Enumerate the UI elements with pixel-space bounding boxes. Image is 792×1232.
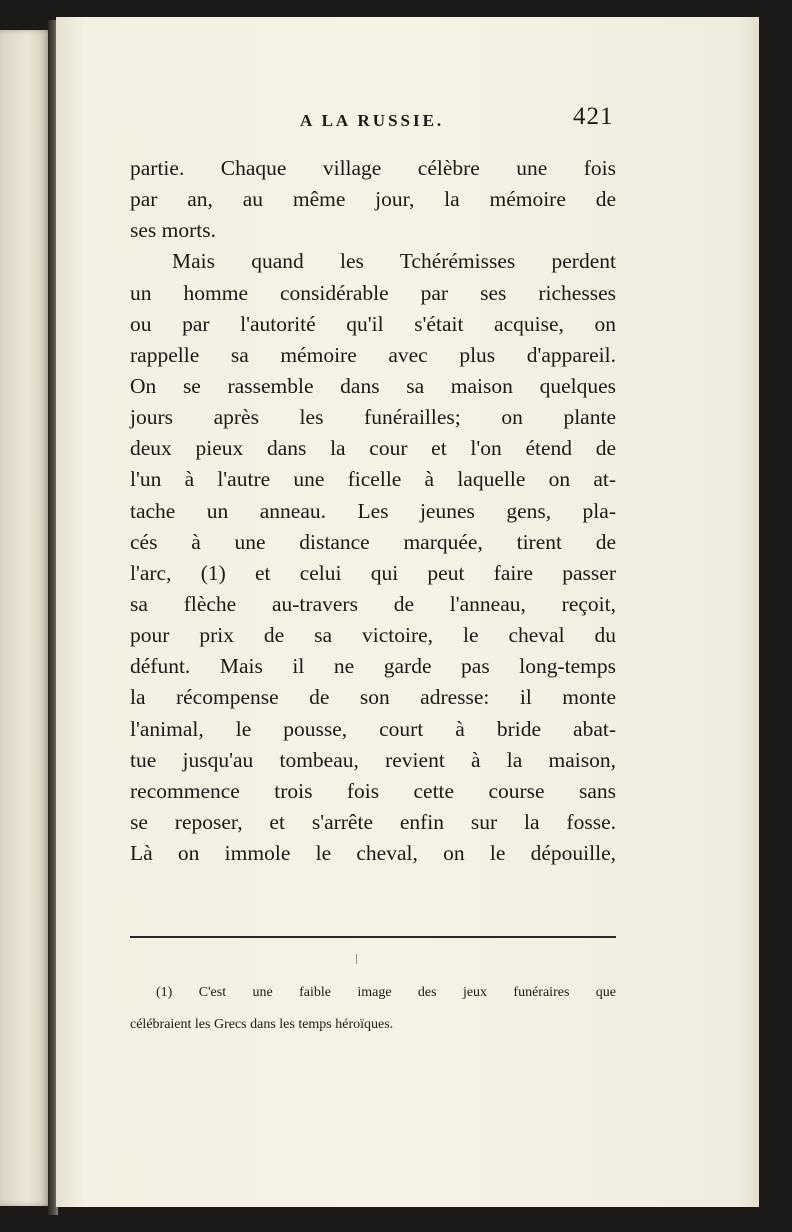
text-line: défunt. Mais il ne garde pas long-temps: [130, 654, 616, 679]
text-line: On se rassemble dans sa maison quelques: [130, 373, 616, 398]
text-line: la récompense de son adresse: il monte: [130, 685, 616, 710]
text-line: l'animal, le pousse, court à bride abat-: [130, 716, 616, 741]
footnote-rule: [130, 936, 616, 938]
text-line: recommence trois fois cette course sans: [130, 778, 616, 803]
text-line: l'un à l'autre une ficelle à laquelle on at-: [130, 467, 616, 492]
text-line: pour prix de sa victoire, le cheval du: [130, 623, 616, 648]
text-line: Mais quand les Tchérémisses perdent: [172, 249, 616, 274]
footnote-line: célébraient les Grecs dans les temps héroïques.: [130, 1017, 394, 1032]
text-line: ses morts.: [130, 218, 216, 243]
text-line: l'arc, (1) et celui qui peut faire passer: [130, 560, 616, 585]
text-line: deux pieux dans la cour et l'on étend de: [130, 436, 616, 461]
text-line: se reposer, et s'arrête enfin sur la fosse.: [130, 809, 616, 834]
text-line: jours après les funérailles; on plante: [130, 405, 616, 430]
running-head: A LA RUSSIE.: [300, 111, 445, 130]
body-text: [130, 153, 616, 869]
text-line: cés à une distance marquée, tirent de: [130, 529, 616, 554]
text-line: tue jusqu'au tombeau, revient à la maison,: [130, 747, 616, 772]
book-page: [56, 17, 759, 1207]
text-line: un homme considérable par ses richesses: [130, 280, 616, 305]
text-line: Là on immole le cheval, on le dépouille,: [130, 841, 616, 866]
facing-page-edge: [0, 30, 50, 1206]
page-header: [56, 103, 759, 143]
footnote: [130, 977, 616, 1041]
text-line: partie. Chaque village célèbre une fois: [130, 156, 616, 180]
text-line: rappelle sa mémoire avec plus d'appareil.: [130, 342, 616, 367]
footnote-line: (1) C'est une faible image des jeux funéraires que: [156, 985, 616, 1000]
text-line: par an, au même jour, la mémoire de: [130, 187, 616, 212]
page-number: 421: [573, 103, 614, 130]
text-line: ou par l'autorité qu'il s'était acquise, on: [130, 311, 616, 336]
text-line: sa flèche au-travers de l'anneau, reçoit,: [130, 591, 616, 616]
print-mark: [356, 954, 357, 964]
text-line: tache un anneau. Les jeunes gens, pla-: [130, 498, 616, 523]
